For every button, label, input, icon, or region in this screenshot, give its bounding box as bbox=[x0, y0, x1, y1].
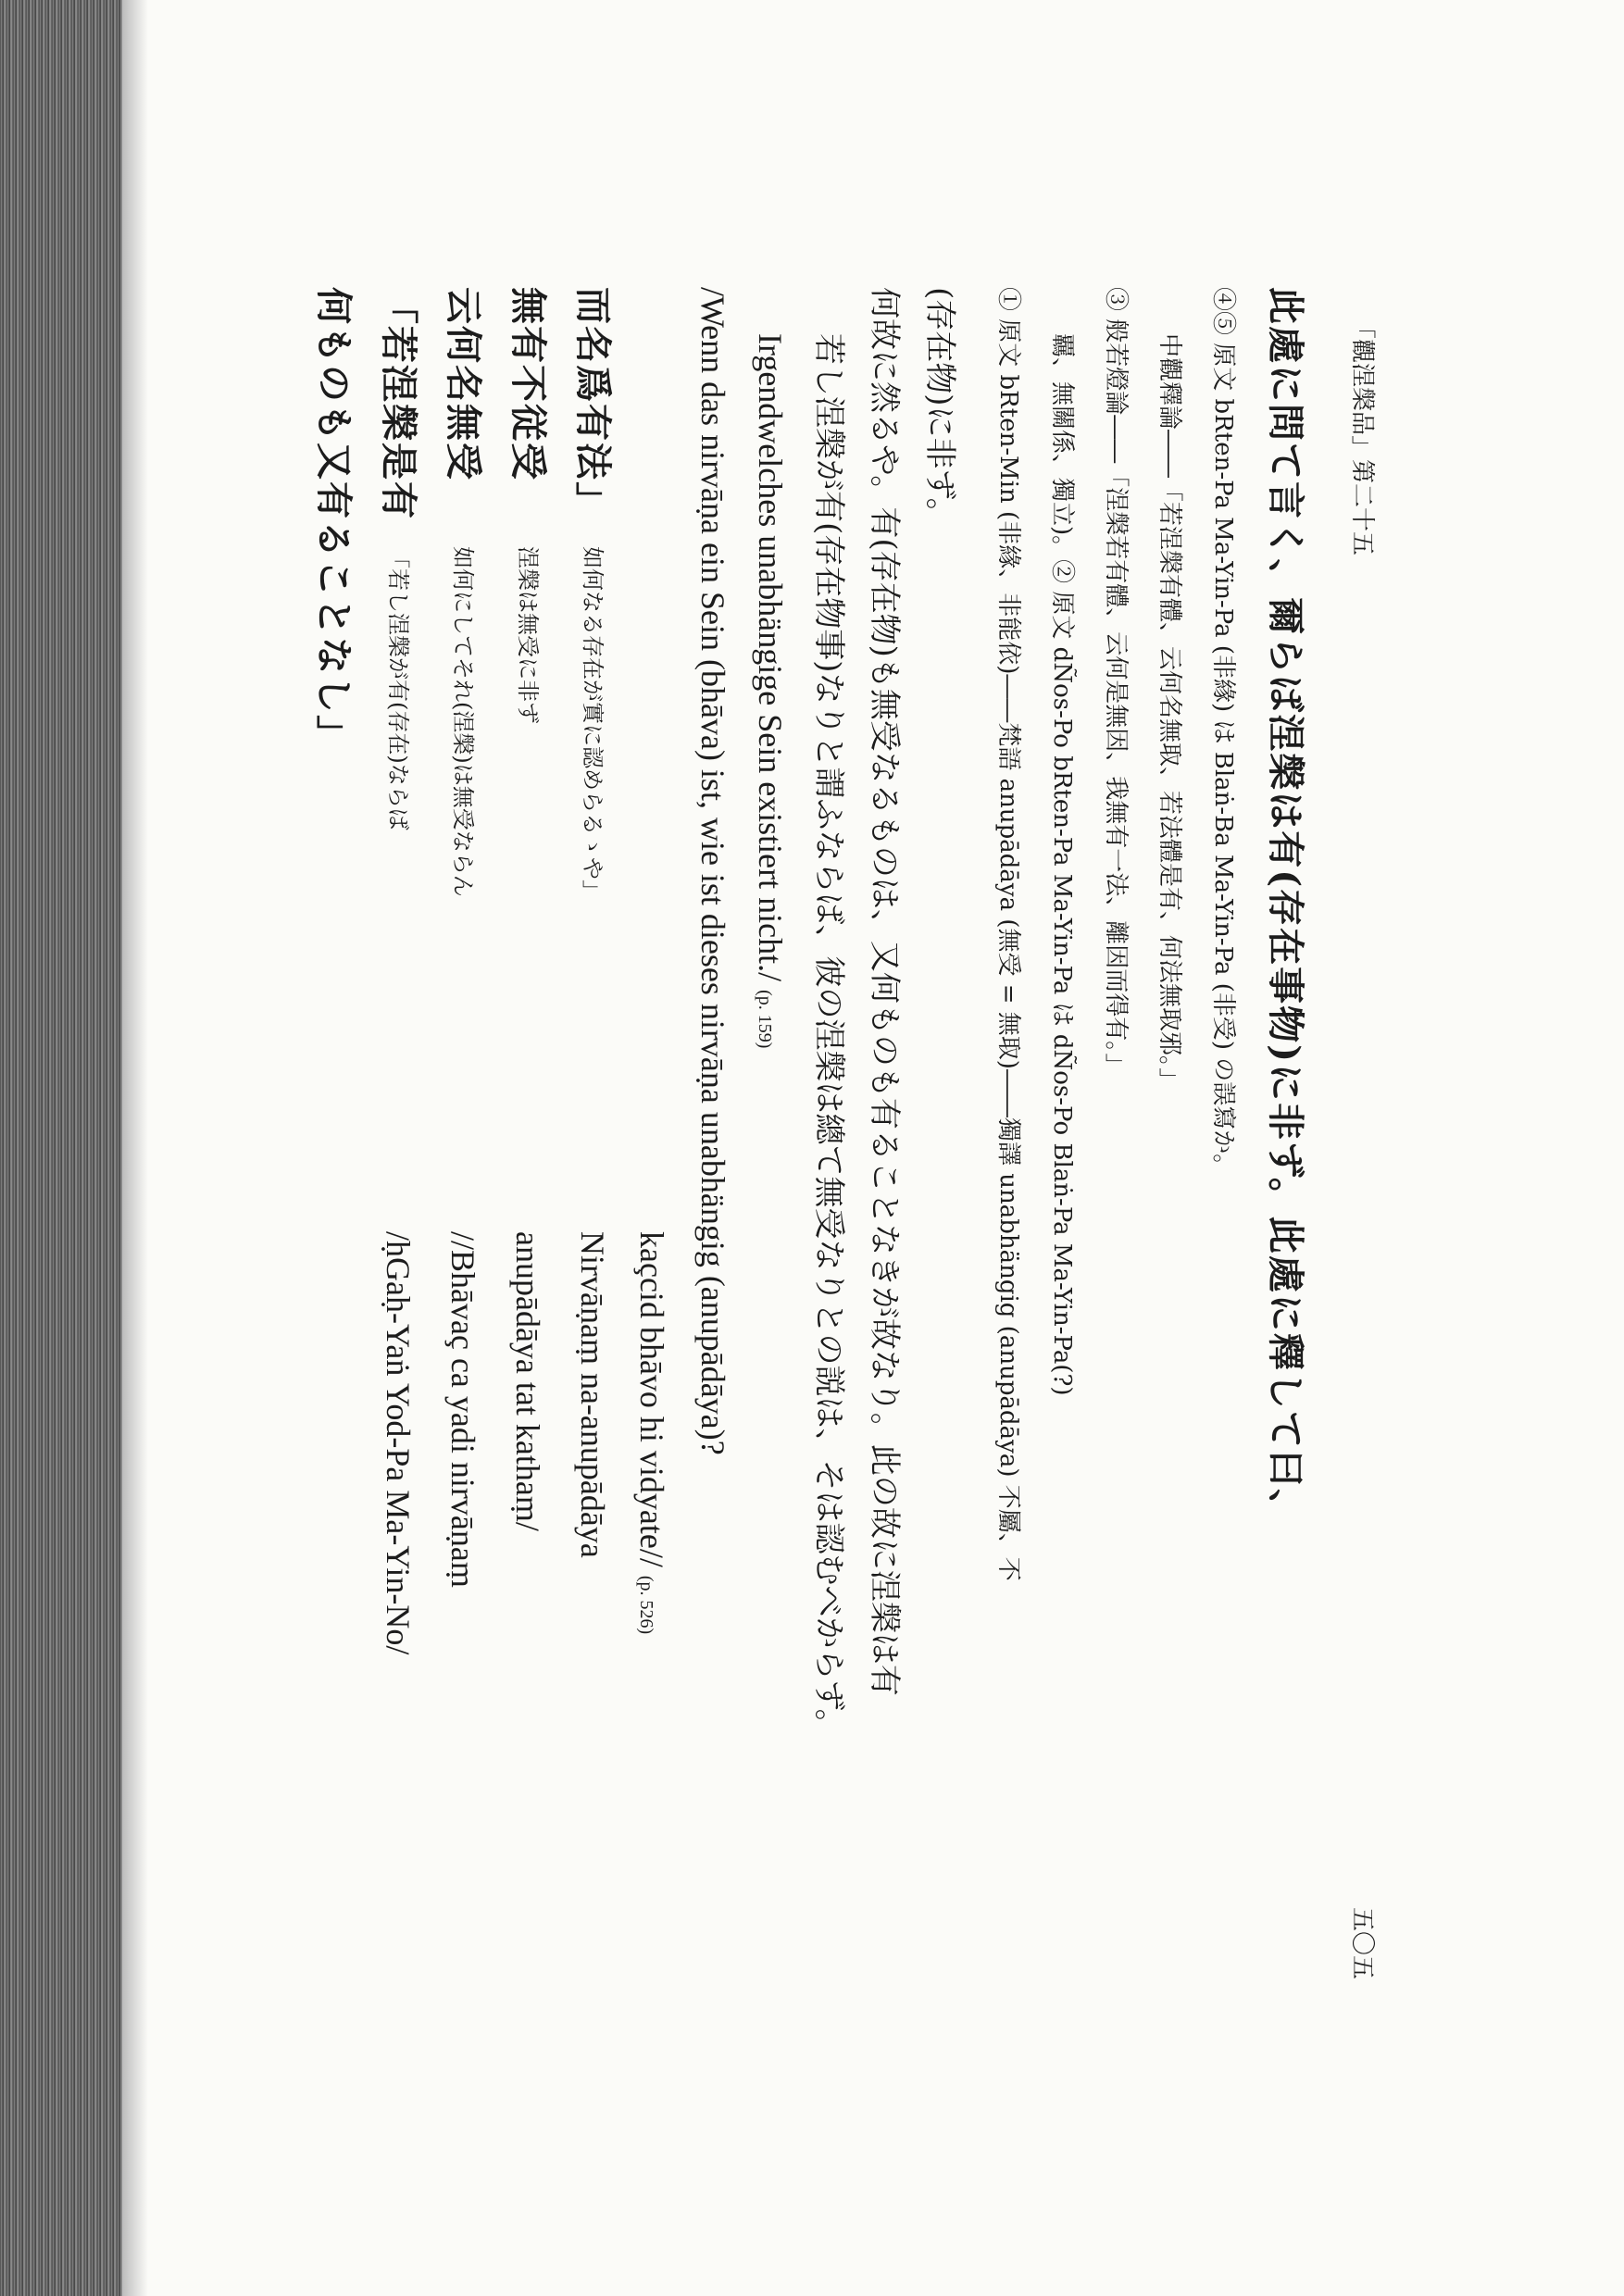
german-translation-1: /Wenn das nirvāṇa ein Sein (bhāva) ist, wie ist dieses nirvāṇa unabhängig (anupādāya)? bbox=[694, 287, 731, 1455]
german-text: Irgendwelches unabhängige Sein existiert nicht./ bbox=[752, 333, 789, 982]
page-reference-159: (p. 159) bbox=[755, 990, 775, 1049]
tibetan-title: /ḥGaḥ-Yaṅ Yod-Pa Ma-Yin-No/ bbox=[380, 1231, 417, 1655]
page-number: 五〇五 bbox=[1348, 1907, 1376, 1980]
question-line: 此處に問て言く、爾らば涅槃は有(存在事物)に非ず。此處に釋して曰、 bbox=[1264, 287, 1307, 1528]
footnote-1: ① 原文 bRten-Min (非緣、非能依)――梵語 anupādāya (無受 = 無取)――獨譯 unabhängig (anupādāya) 不屬、不 bbox=[994, 287, 1022, 1581]
sanskrit-line-2: anupādāya tat kathaṃ/ bbox=[509, 1231, 546, 1531]
sanskrit-line-3: Nirvāṇaṃ na-anupādāya bbox=[574, 1231, 611, 1558]
commentary-line-1: 若し涅槃が有(存在物事)なりと謂ふならば、彼の涅槃は總て無受なりとの説は、そは認むべからず。 bbox=[810, 333, 847, 1741]
verse-line-1: 「若涅槃是有 bbox=[377, 287, 420, 520]
verse-line-2: 云何名無受 bbox=[442, 287, 485, 481]
commentary-line-2: 何故に然るや。有(存在物)も無受なるものは、又何ものも有ることなきが故なり。此の故に涅槃は有 bbox=[866, 287, 903, 1696]
page-reference-526: (p. 526) bbox=[636, 1575, 656, 1635]
footnote-1-cont: 覊、無關係、獨立)。② 原文 dÑos-Po bRten-Pa Ma-Yin-Pa は dÑos-Po Blaṅ-Pa Ma-Yin-Pa(?) bbox=[1048, 333, 1076, 1396]
verse-gloss-4: 如何なる存在が實に認めらるゝや」 bbox=[580, 546, 606, 902]
sanskrit-line-1: //Bhāvaç ca yadi nirvāṇaṃ bbox=[444, 1231, 481, 1588]
footnote-3-cont: 中觀釋論――「若涅槃有體、云何名無取、若法體是有、何法無取邪。」 bbox=[1156, 333, 1183, 1092]
verse-line-4: 而名爲有法」 bbox=[571, 287, 615, 520]
footnote-3: ③ 般若燈論――「涅槃若有體、云何是無因、我無有一法、離因而得有。」 bbox=[1102, 287, 1130, 1078]
document-page bbox=[250, 278, 1546, 2268]
running-footer: 「觀涅槃品」第二十五 bbox=[1348, 315, 1376, 556]
verse-end-line: 何ものも又有ることなし」 bbox=[312, 287, 356, 754]
scan-gutter-shadow bbox=[122, 0, 148, 2296]
verse-gloss-2: 如何にしてそれ(涅槃)は無受ならん bbox=[450, 546, 476, 897]
sanskrit-text: kaçcid bhāvo hi vidyate// bbox=[633, 1231, 670, 1567]
verse-line-3: 無有不従受 bbox=[506, 287, 550, 481]
german-translation-2 bbox=[754, 333, 787, 1048]
sanskrit-line-4 bbox=[635, 1231, 668, 1634]
verse-gloss-1: 「若し涅槃が有(存在)ならば bbox=[385, 546, 411, 830]
verse-gloss-3: 涅槃は無受に非ず bbox=[515, 546, 541, 724]
footnote-4-5: ④⑤ 原文 bRten-Pa Ma-Yin-Pa (非緣) は Blaṅ-Ba Ma-Yin-Pa (非受) の誤寫か。 bbox=[1209, 287, 1237, 1179]
scan-gutter bbox=[0, 0, 122, 2296]
rotated-text-block bbox=[250, 278, 1546, 2092]
commentary-line-3: (存在物)に非ず。 bbox=[921, 287, 958, 530]
